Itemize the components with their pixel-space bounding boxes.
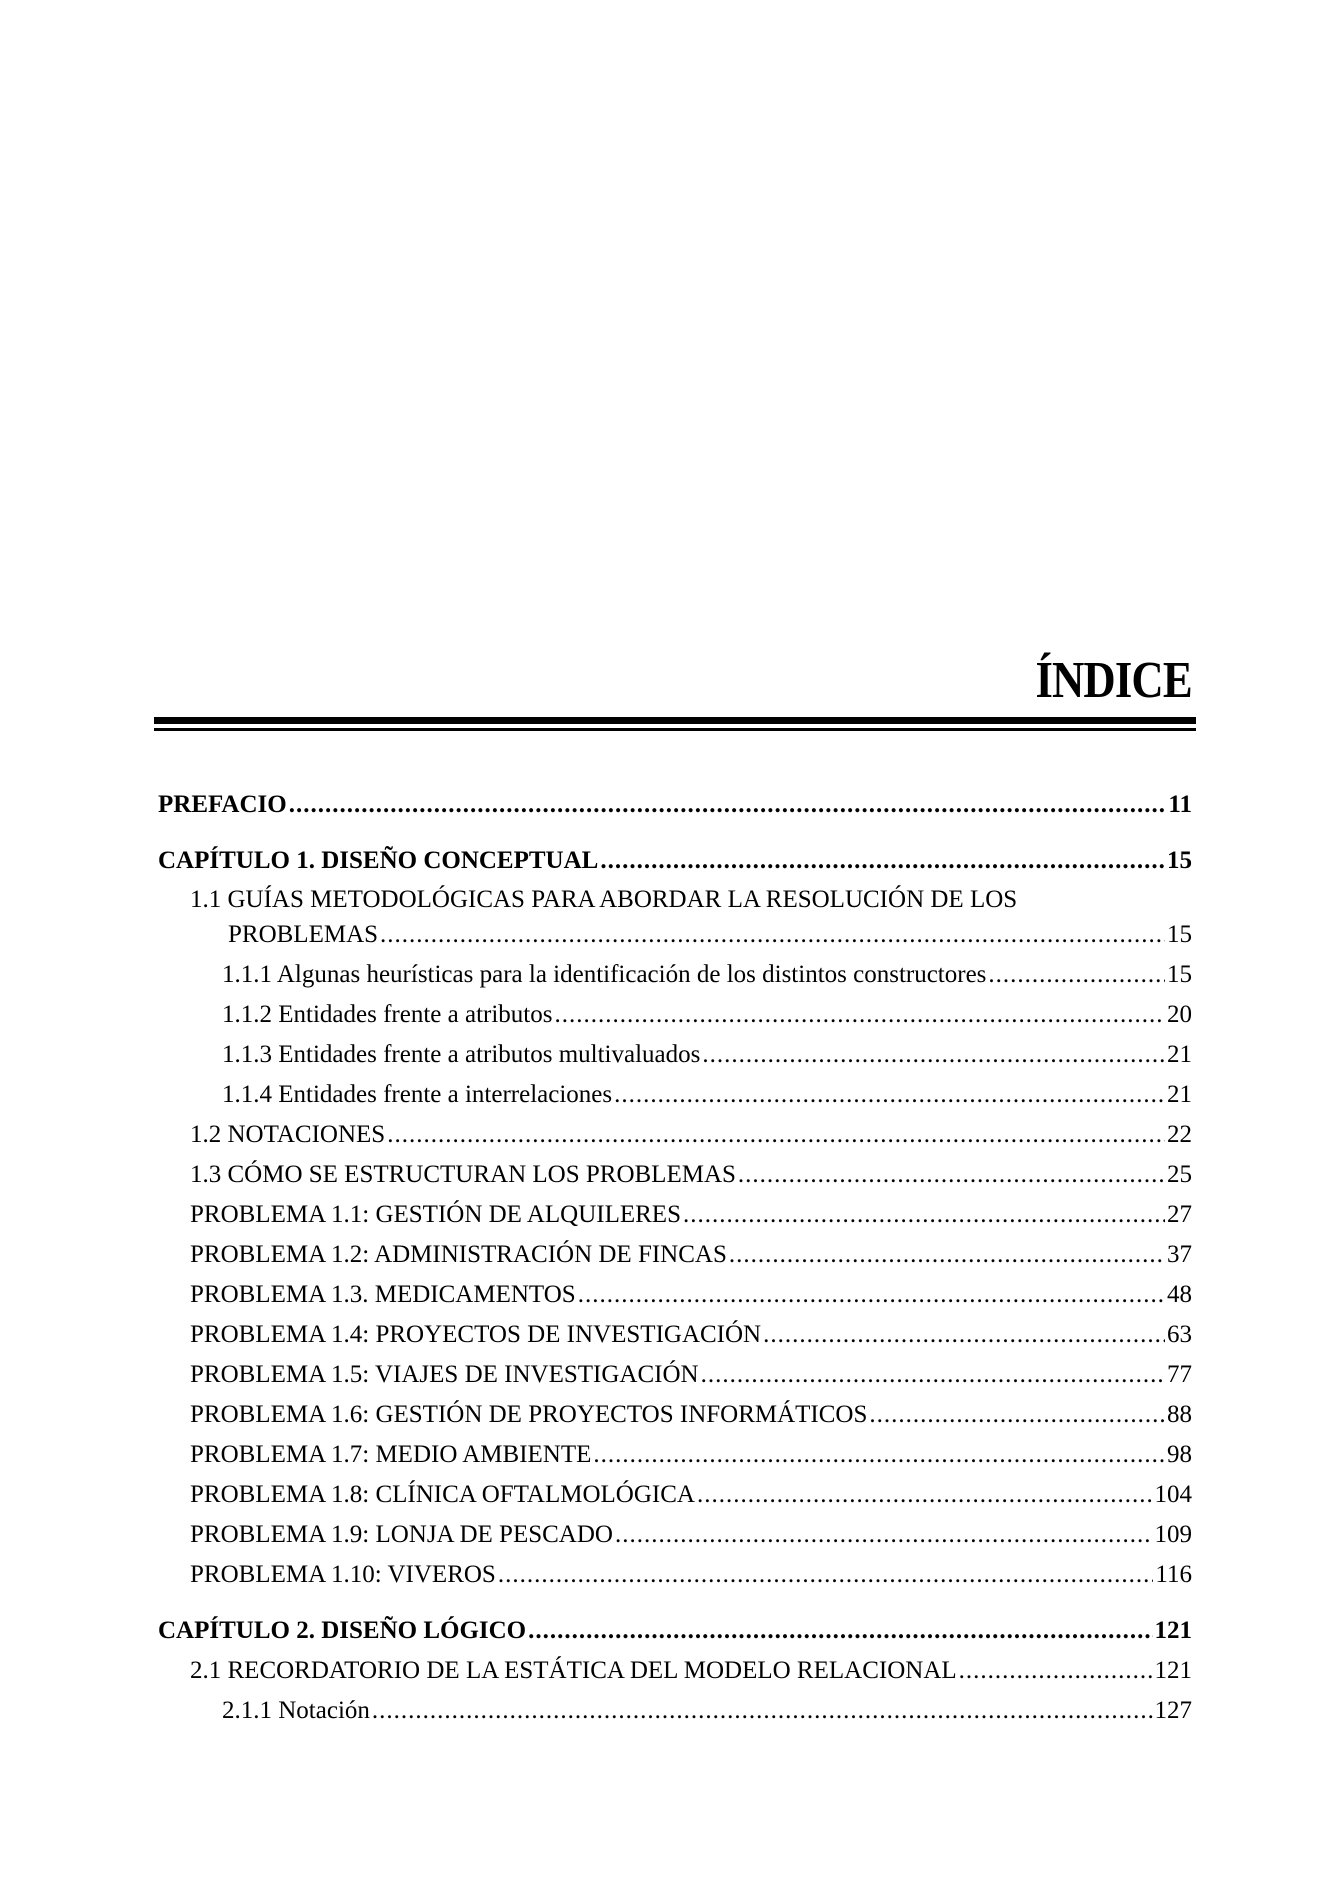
toc-entry-text: PROBLEMA 1.5: VIAJES DE INVESTIGACIÓN (190, 1361, 699, 1388)
toc-entry-text: 1.1.4 Entidades frente a interrelaciones (222, 1081, 613, 1108)
toc-entry-2-1[interactable] (190, 1658, 1192, 1683)
dot-leader (697, 1482, 1153, 1507)
toc-entry-1-1-4[interactable] (222, 1082, 1192, 1107)
toc-entry-page: 22 (1167, 1121, 1192, 1148)
dot-leader (615, 1522, 1153, 1547)
toc-entry-page: 48 (1167, 1281, 1192, 1308)
dot-leader (380, 922, 1165, 947)
dot-leader (701, 1362, 1165, 1387)
dot-leader (593, 1442, 1165, 1467)
toc-entry-text: PROBLEMA 1.9: LONJA DE PESCADO (190, 1521, 613, 1548)
dot-leader (683, 1202, 1165, 1227)
toc-entry-text: PROBLEMA 1.3. MEDICAMENTOS (190, 1281, 576, 1308)
dot-leader (578, 1282, 1165, 1307)
dot-leader (387, 1122, 1165, 1147)
toc-entry-text: PROBLEMA 1.1: GESTIÓN DE ALQUILERES (190, 1201, 681, 1228)
toc-entry-page: 121 (1154, 1657, 1192, 1684)
toc-entry-problema-1-10[interactable] (190, 1562, 1192, 1587)
toc-entry-problema-1-7[interactable] (190, 1442, 1192, 1467)
toc-entry-1-1-3[interactable] (222, 1042, 1192, 1067)
toc-entry-problema-1-9[interactable] (190, 1522, 1192, 1547)
toc-entry-page: 15 (1167, 921, 1192, 948)
toc-entry-text: PROBLEMAS (228, 921, 379, 948)
toc-entry-page: 11 (1168, 791, 1192, 818)
toc-entry-page: 127 (1154, 1697, 1192, 1724)
toc-entry-page: 63 (1167, 1321, 1192, 1348)
toc-entry-2-1-1[interactable] (222, 1698, 1192, 1723)
toc-entry-page: 116 (1155, 1561, 1192, 1588)
toc-entry-text: 2.1 RECORDATORIO DE LA ESTÁTICA DEL MODELO RELACIONAL (190, 1657, 957, 1684)
toc-entry-1-1-2[interactable] (222, 1002, 1192, 1027)
toc-entry-1-1-1[interactable] (222, 962, 1192, 987)
toc-entry-page: 20 (1167, 1001, 1192, 1028)
toc-entry-text: 1.2 NOTACIONES (190, 1121, 386, 1148)
dot-leader (600, 848, 1165, 873)
toc-entry-text: 1.1.2 Entidades frente a atributos (222, 1001, 553, 1028)
dot-leader (702, 1042, 1165, 1067)
toc-entry-text: CAPÍTULO 2. DISEÑO LÓGICO (158, 1617, 527, 1644)
toc-entry-page: 27 (1167, 1201, 1192, 1228)
dot-leader (738, 1162, 1165, 1187)
dot-leader (763, 1322, 1165, 1347)
toc-entry-page: 121 (1154, 1617, 1192, 1644)
toc-entry-page: 109 (1154, 1521, 1192, 1548)
toc-entry-text: PROBLEMA 1.2: ADMINISTRACIÓN DE FINCAS (190, 1241, 727, 1268)
toc-entry-page: 15 (1167, 847, 1192, 874)
dot-leader (869, 1402, 1165, 1427)
dot-leader (289, 792, 1167, 817)
toc-entry-problema-1-5[interactable] (190, 1362, 1192, 1387)
toc-entry-1-1-line1[interactable]: 1.1 GUÍAS METODOLÓGICAS PARA ABORDAR LA RESOLUCIÓN DE LOS (190, 886, 1018, 913)
toc-entry-problema-1-3[interactable] (190, 1282, 1192, 1307)
toc-entry-problema-1-8[interactable] (190, 1482, 1192, 1507)
toc-entry-1-2[interactable] (190, 1122, 1192, 1147)
dot-leader (729, 1242, 1165, 1267)
page-title: ÍNDICE (1035, 652, 1192, 709)
dot-leader (988, 962, 1165, 987)
toc-entry-text: PROBLEMA 1.10: VIVEROS (190, 1561, 496, 1588)
dot-leader (528, 1618, 1152, 1643)
toc-entry-page: 15 (1167, 961, 1192, 988)
toc-entry-text: PROBLEMA 1.6: GESTIÓN DE PROYECTOS INFORMÁTICOS (190, 1401, 868, 1428)
toc-entry-text: PREFACIO (158, 791, 287, 818)
title-rule-thin (154, 728, 1196, 731)
toc-entry-page: 98 (1167, 1441, 1192, 1468)
toc-entry-page: 104 (1154, 1481, 1192, 1508)
toc-entry-text: 1.1.3 Entidades frente a atributos multivaluados (222, 1041, 701, 1068)
toc-entry-problema-1-1[interactable] (190, 1202, 1192, 1227)
toc-entry-page: 21 (1167, 1081, 1192, 1108)
toc-entry-text: PROBLEMA 1.7: MEDIO AMBIENTE (190, 1441, 592, 1468)
toc-entry-page: 21 (1167, 1041, 1192, 1068)
dot-leader (498, 1562, 1154, 1587)
toc-entry-text: 1.3 CÓMO SE ESTRUCTURAN LOS PROBLEMAS (190, 1161, 736, 1188)
toc-entry-text: 1.1.1 Algunas heurísticas para la identificación de los distintos constructores (222, 961, 987, 988)
toc-entry-text: PROBLEMA 1.4: PROYECTOS DE INVESTIGACIÓN (190, 1321, 762, 1348)
toc-entry-page: 77 (1167, 1361, 1192, 1388)
toc-entry-problema-1-2[interactable] (190, 1242, 1192, 1267)
toc-entry-1-1-line2[interactable] (228, 922, 1192, 947)
toc-entry-chapter-2[interactable] (158, 1618, 1192, 1643)
dot-leader (959, 1658, 1153, 1683)
toc-entry-prefacio[interactable] (158, 792, 1192, 817)
dot-leader (554, 1002, 1165, 1027)
toc-entry-text: PROBLEMA 1.8: CLÍNICA OFTALMOLÓGICA (190, 1481, 695, 1508)
toc-entry-text: 2.1.1 Notación (222, 1697, 370, 1724)
dot-leader (614, 1082, 1165, 1107)
toc-entry-problema-1-4[interactable] (190, 1322, 1192, 1347)
dot-leader (372, 1698, 1153, 1723)
toc-entry-chapter-1[interactable] (158, 848, 1192, 873)
toc-entry-text: CAPÍTULO 1. DISEÑO CONCEPTUAL (158, 847, 599, 874)
title-rule-thick (154, 717, 1196, 724)
toc-entry-page: 37 (1167, 1241, 1192, 1268)
toc-entry-problema-1-6[interactable] (190, 1402, 1192, 1427)
toc-entry-page: 25 (1167, 1161, 1192, 1188)
toc-entry-1-3[interactable] (190, 1162, 1192, 1187)
toc-entry-page: 88 (1167, 1401, 1192, 1428)
